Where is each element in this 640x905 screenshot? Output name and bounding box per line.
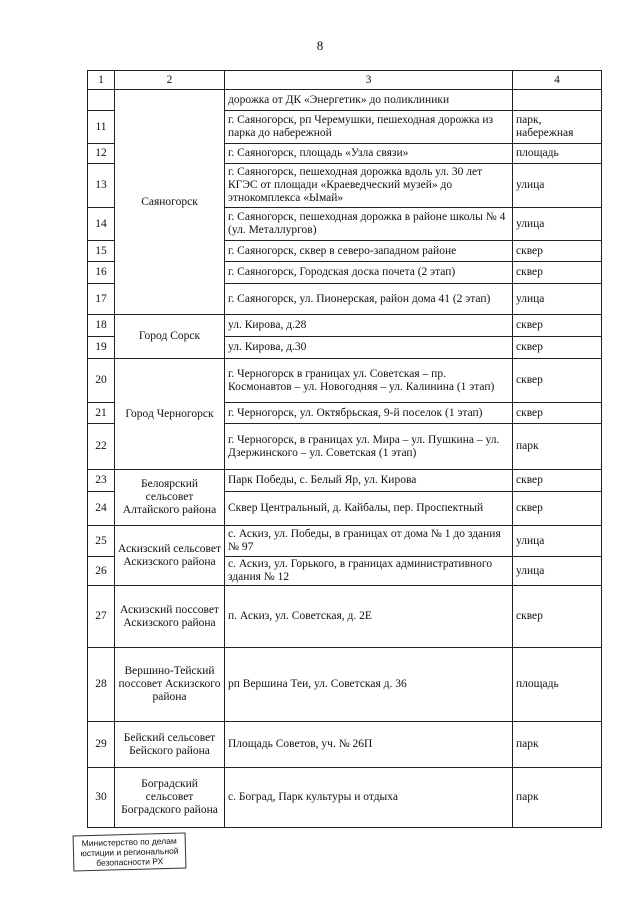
municipality-cell: Город Сорск — [115, 315, 225, 359]
stamp-line: юстиции и региональной — [80, 845, 179, 859]
table-row — [88, 648, 602, 722]
row-number: 28 — [88, 648, 115, 722]
row-number: 14 — [88, 208, 115, 241]
object-cell: рп Вершина Теи, ул. Советская д. 36 — [225, 648, 513, 722]
municipality-cell: Бейский сельсовет Бейского района — [115, 722, 225, 768]
table-row — [88, 722, 602, 768]
type-cell: улица — [513, 208, 602, 241]
type-cell: сквер — [513, 337, 602, 359]
type-cell: парк, набережная — [513, 111, 602, 144]
municipality-cell: Вершино-Тейский поссовет Аскизского района — [115, 648, 225, 722]
row-number: 23 — [88, 470, 115, 492]
header-cell-1: 1 — [88, 71, 115, 90]
municipality-cell: Аскизский поссовет Аскизского района — [115, 586, 225, 648]
object-cell: Площадь Советов, уч. № 26П — [225, 722, 513, 768]
municipality-cell: Аскизский сельсовет Аскизского района — [115, 526, 225, 586]
row-number: 24 — [88, 492, 115, 526]
row-number: 21 — [88, 403, 115, 424]
row-number: 13 — [88, 164, 115, 208]
row-number: 12 — [88, 144, 115, 164]
object-cell: с. Аскиз, ул. Победы, в границах от дома № 1 до здания № 97 — [225, 526, 513, 557]
type-cell: парк — [513, 424, 602, 470]
type-cell: сквер — [513, 315, 602, 337]
type-cell: сквер — [513, 241, 602, 262]
object-cell: ул. Кирова, д.30 — [225, 337, 513, 359]
header-cell-4: 4 — [513, 71, 602, 90]
object-cell: с. Боград, Парк культуры и отдыха — [225, 768, 513, 828]
type-cell: сквер — [513, 586, 602, 648]
header-row — [88, 71, 602, 90]
row-number: 26 — [88, 557, 115, 586]
object-cell: г. Саяногорск, пешеходная дорожка в районе школы № 4 (ул. Металлургов) — [225, 208, 513, 241]
object-cell: г. Черногорск, ул. Октябрьская, 9-й поселок (1 этап) — [225, 403, 513, 424]
table-row — [88, 586, 602, 648]
municipality-cell: Саяногорск — [115, 90, 225, 315]
object-cell: п. Аскиз, ул. Советская, д. 2Е — [225, 586, 513, 648]
row-number — [88, 90, 115, 111]
row-number: 11 — [88, 111, 115, 144]
municipality-cell: Город Черногорск — [115, 359, 225, 470]
type-cell: сквер — [513, 359, 602, 403]
type-cell: улица — [513, 526, 602, 557]
row-number: 30 — [88, 768, 115, 828]
object-cell: ул. Кирова, д.28 — [225, 315, 513, 337]
object-cell: г. Саяногорск, площадь «Узла связи» — [225, 144, 513, 164]
row-number: 17 — [88, 284, 115, 315]
object-cell: г. Черногорск в границах ул. Советская – пр. Космонавтов – ул. Новогодняя – ул. Калинина (1 этап) — [225, 359, 513, 403]
type-cell: площадь — [513, 648, 602, 722]
registry-table — [87, 70, 602, 828]
row-number: 16 — [88, 262, 115, 284]
type-cell: парк — [513, 768, 602, 828]
type-cell: улица — [513, 164, 602, 208]
table-row — [88, 315, 602, 337]
table-row — [88, 768, 602, 828]
object-cell: г. Саяногорск, ул. Пионерская, район дома 41 (2 этап) — [225, 284, 513, 315]
municipality-cell: Боградский сельсовет Боградского района — [115, 768, 225, 828]
table-row — [88, 470, 602, 492]
stamp-line: безопасности РХ — [96, 856, 164, 868]
municipality-cell: Белоярский сельсовет Алтайского района — [115, 470, 225, 526]
stamp-line: Министерство по делам — [81, 835, 177, 849]
row-number: 18 — [88, 315, 115, 337]
row-number: 15 — [88, 241, 115, 262]
object-cell: с. Аскиз, ул. Горького, в границах административного здания № 12 — [225, 557, 513, 586]
ministry-stamp — [73, 833, 187, 872]
object-cell: Сквер Центральный, д. Кайбалы, пер. Проспектный — [225, 492, 513, 526]
header-cell-2: 2 — [115, 71, 225, 90]
object-cell: г. Саяногорск, рп Черемушки, пешеходная дорожка из парка до набережной — [225, 111, 513, 144]
type-cell: сквер — [513, 492, 602, 526]
type-cell: улица — [513, 284, 602, 315]
object-cell: г. Саяногорск, Городская доска почета (2 этап) — [225, 262, 513, 284]
row-number: 27 — [88, 586, 115, 648]
header-cell-3: 3 — [225, 71, 513, 90]
object-cell: г. Черногорск, в границах ул. Мира – ул. Пушкина – ул. Дзержинского – ул. Советская (1 этап) — [225, 424, 513, 470]
row-number: 22 — [88, 424, 115, 470]
page-number: 8 — [316, 38, 324, 53]
object-cell: Парк Победы, с. Белый Яр, ул. Кирова — [225, 470, 513, 492]
type-cell: сквер — [513, 262, 602, 284]
type-cell: сквер — [513, 470, 602, 492]
type-cell: сквер — [513, 403, 602, 424]
type-cell: парк — [513, 722, 602, 768]
row-number: 25 — [88, 526, 115, 557]
type-cell: площадь — [513, 144, 602, 164]
type-cell: улица — [513, 557, 602, 586]
object-cell: г. Саяногорск, пешеходная дорожка вдоль ул. 30 лет КГЭС от площади «Краеведческий музей» до этнокомплекса «Ымай» — [225, 164, 513, 208]
object-cell: г. Саяногорск, сквер в северо-западном районе — [225, 241, 513, 262]
row-number: 29 — [88, 722, 115, 768]
object-cell: дорожка от ДК «Энергетик» до поликлиники — [225, 90, 513, 111]
table-row — [88, 90, 602, 111]
table-row — [88, 526, 602, 557]
table-row — [88, 359, 602, 403]
row-number: 19 — [88, 337, 115, 359]
type-cell — [513, 90, 602, 111]
row-number: 20 — [88, 359, 115, 403]
